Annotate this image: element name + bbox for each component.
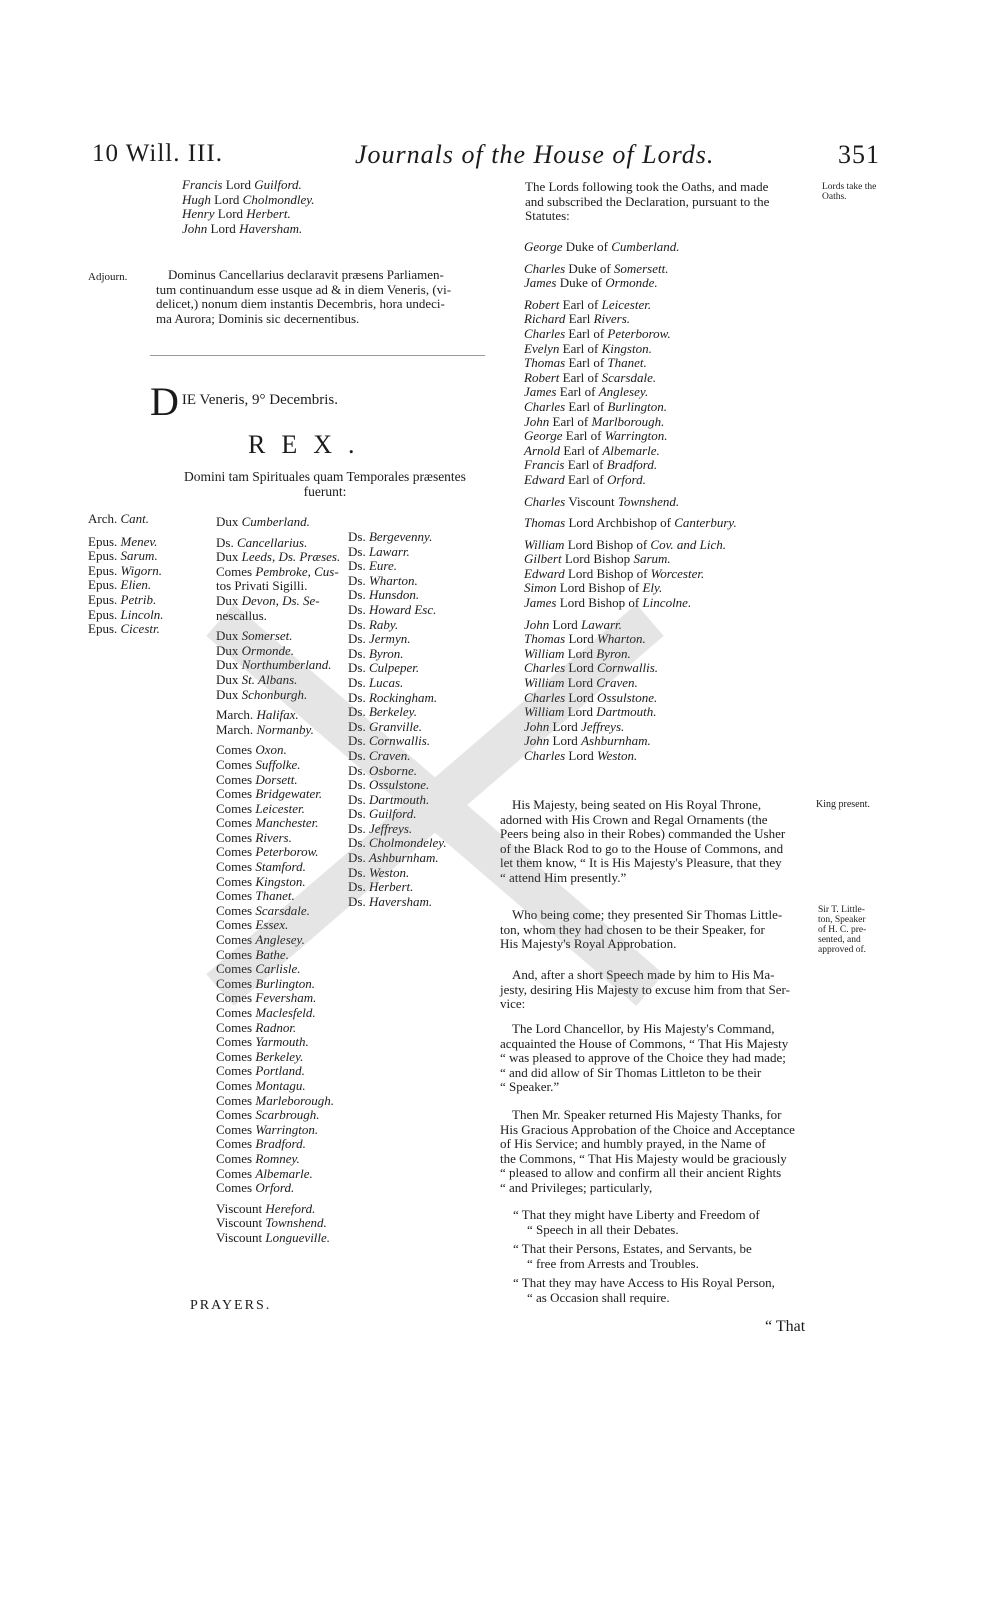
list-item: “ That they may have Access to His Royal Person, “ as Occasion shall require. — [513, 1275, 775, 1305]
baron-entry: Ds. Culpeper. — [348, 660, 420, 676]
oath-entry: George Earl of Warrington. — [524, 428, 668, 444]
lord-entry: Comes Kingston. — [216, 873, 306, 889]
header-page-number: 351 — [838, 140, 880, 169]
bishop-entry: Epus. Elien. — [88, 577, 152, 593]
oath-entry: Edward Earl of Orford. — [524, 471, 646, 487]
lord-entry: Comes Feversham. — [216, 990, 317, 1006]
bishop-entry: Arch. Cant. — [88, 511, 150, 526]
baron-entry: Ds. Howard Esc. — [348, 601, 437, 617]
lord-entry: Comes Pembroke, Cus- — [216, 563, 339, 579]
oath-entry: Richard Earl Rivers. — [524, 311, 631, 327]
baron-entry: Ds. Guilford. — [348, 806, 417, 822]
oath-entry: James Earl of Anglesey. — [524, 384, 649, 400]
lord-entry: Comes Stamford. — [216, 859, 306, 875]
oath-entry: George Duke of Cumberland. — [524, 239, 680, 254]
baron-entry: Ds. Dartmouth. — [348, 791, 430, 807]
lord-entry: Dux Northumberland. — [216, 657, 332, 673]
oath-entry: Thomas Lord Archbishop of Canterbury. — [524, 515, 737, 531]
lord-entry: Comes Albemarle. — [216, 1165, 313, 1181]
lord-entry: Comes Marleborough. — [216, 1092, 334, 1108]
lords-list-barons — [348, 530, 447, 909]
lord-entry: Comes Essex. — [216, 917, 289, 933]
lord-entry: Comes Scarsdale. — [216, 902, 310, 918]
bishop-entry: Epus. Wigorn. — [88, 562, 163, 578]
lord-entry: March. Halifax. — [216, 707, 299, 723]
baron-entry: Ds. Lawarr. — [348, 543, 410, 559]
oath-group — [524, 298, 737, 488]
privileges-list — [513, 1208, 813, 1306]
lord-entry: Comes Rivers. — [216, 829, 292, 845]
lord-entry: Comes Dorsett. — [216, 771, 298, 787]
oath-entry: Charles Earl of Burlington. — [524, 398, 667, 414]
baron-entry: Ds. Granville. — [348, 718, 423, 734]
lord-entry: Comes Berkeley. — [216, 1048, 304, 1064]
oath-entry: John Earl of Marlborough. — [524, 413, 665, 429]
prayers-heading: PRAYERS. — [190, 1298, 272, 1313]
lord-entry: Dux Schonburgh. — [216, 686, 308, 702]
top-names-list — [182, 178, 315, 236]
oath-entry: John Lord Ashburnham. — [524, 733, 651, 749]
baron-entry: Ds. Lucas. — [348, 674, 404, 690]
lord-entry: Comes Carlisle. — [216, 961, 301, 977]
oath-entry: Thomas Lord Wharton. — [524, 631, 646, 647]
lord-entry: Dux Somerset. — [216, 628, 293, 644]
lord-entry: Comes Warrington. — [216, 1121, 319, 1137]
baron-entry: Ds. Jeffreys. — [348, 820, 413, 836]
lord-entry: Comes Bathe. — [216, 946, 289, 962]
baron-entry: Ds. Cornwallis. — [348, 733, 430, 749]
baron-entry: Ds. Craven. — [348, 747, 411, 763]
baron-entry: Ds. Hunsdon. — [348, 587, 420, 603]
lord-entry: Dux Devon, Ds. Se- — [216, 592, 320, 608]
oath-group — [524, 516, 737, 531]
list-item: Henry Lord Herbert. — [182, 206, 291, 222]
section-rule — [150, 355, 485, 356]
baron-entry: Ds. Haversham. — [348, 893, 433, 909]
oath-entry: Charles Lord Ossulstone. — [524, 689, 658, 705]
lord-entry: Ds. Cancellarius. — [216, 534, 308, 550]
oath-entry: Gilbert Lord Bishop Sarum. — [524, 551, 671, 567]
baron-entry: Ds. Wharton. — [348, 572, 418, 588]
rex-heading: REX. — [248, 430, 371, 459]
list-item: Francis Lord Guilford. — [182, 177, 302, 192]
oath-entry: John Lord Jeffreys. — [524, 718, 625, 734]
oath-group — [524, 495, 737, 510]
list-item: Hugh Lord Cholmondley. — [182, 191, 315, 207]
lord-entry: Comes Oxon. — [216, 742, 287, 758]
lord-entry: Comes Bridgewater. — [216, 786, 323, 802]
lord-entry: Comes Burlington. — [216, 975, 315, 991]
baron-entry: Ds. Ashburnham. — [348, 850, 439, 866]
oaths-list — [524, 240, 737, 771]
lord-entry: Comes Scarbrough. — [216, 1107, 320, 1123]
lord-entry: Dux Ormonde. — [216, 642, 294, 658]
baron-entry: Ds. Byron. — [348, 645, 404, 661]
oath-entry: William Lord Dartmouth. — [524, 704, 657, 720]
baron-entry: Ds. Cholmondeley. — [348, 835, 447, 851]
oath-entry: James Lord Bishop of Lincolne. — [524, 595, 692, 611]
margin-note-speaker: Sir T. Little- ton, Speaker of H. C. pre- sented, and approved of. — [818, 905, 867, 955]
bishop-entry: Epus. Sarum. — [88, 548, 158, 564]
bishop-entry: Epus. Petrib. — [88, 591, 157, 607]
baron-entry: Ds. Ossulstone. — [348, 777, 430, 793]
lord-entry: Comes Leicester. — [216, 800, 305, 816]
oath-entry: Evelyn Earl of Kingston. — [524, 340, 652, 356]
baron-entry: Ds. Eure. — [348, 558, 397, 574]
header-regnal-year: 10 Will. III. — [92, 140, 223, 167]
lord-entry: Comes Orford. — [216, 1180, 295, 1196]
margin-note-adjourn: Adjourn. — [88, 271, 128, 283]
lord-entry: Viscount Hereford. — [216, 1200, 316, 1216]
oath-entry: Robert Earl of Leicester. — [524, 296, 652, 312]
baron-entry: Ds. Herbert. — [348, 879, 414, 895]
oath-entry: William Lord Bishop of Cov. and Lich. — [524, 536, 726, 552]
oath-entry: Francis Earl of Bradford. — [524, 457, 658, 473]
oath-entry: Arnold Earl of Albemarle. — [524, 442, 660, 458]
baron-entry: Ds. Bergevenny. — [348, 529, 433, 544]
lord-entry: Comes Radnor. — [216, 1019, 297, 1035]
list-item: John Lord Haversham. — [182, 220, 303, 236]
lord-entry: Viscount Longueville. — [216, 1229, 331, 1245]
oath-entry: Thomas Earl of Thanet. — [524, 355, 647, 371]
list-item: “ That their Persons, Estates, and Servants, be “ free from Arrests and Troubles. — [513, 1241, 752, 1271]
oath-entry: James Duke of Ormonde. — [524, 275, 658, 291]
list-item: “ That they might have Liberty and Freedom of “ Speech in all their Debates. — [513, 1207, 760, 1237]
oath-entry: Charles Lord Weston. — [524, 748, 638, 763]
lord-entry: Dux St. Albans. — [216, 671, 298, 687]
lord-entry: Comes Anglesey. — [216, 932, 305, 948]
drop-cap: D — [150, 379, 179, 424]
domini-heading: Domini tam Spirituales quam Temporales præsentes fuerunt: — [184, 469, 466, 499]
catchword: “ That — [765, 1318, 806, 1335]
oaths-intro: The Lords following took the Oaths, and made and subscribed the Declaration, pursuant to the Statutes: — [525, 179, 770, 224]
bishop-entry: Epus. Cicestr. — [88, 621, 160, 637]
lord-entry: Comes Peterborow. — [216, 844, 319, 860]
lord-entry: Comes Romney. — [216, 1150, 300, 1166]
die-heading: D IE Veneris, 9° Decembris. — [150, 379, 338, 424]
lord-entry: Comes Yarmouth. — [216, 1034, 309, 1050]
lord-entry: Comes Portland. — [216, 1063, 305, 1079]
oath-entry: Simon Lord Bishop of Ely. — [524, 580, 663, 596]
baron-entry: Ds. Rockingham. — [348, 689, 438, 705]
baron-entry: Ds. Osborne. — [348, 762, 417, 778]
oath-entry: William Lord Byron. — [524, 645, 631, 661]
oath-group — [524, 262, 737, 291]
bishop-entry: Epus. Lincoln. — [88, 606, 164, 622]
header-title: Journals of the House of Lords. — [355, 140, 715, 169]
margin-note-oaths: Lords take the Oaths. — [822, 182, 877, 202]
oath-entry: Robert Earl of Scarsdale. — [524, 369, 657, 385]
bishop-entry: Epus. Menev. — [88, 533, 158, 549]
king-present-paragraph: His Majesty, being seated on His Royal Throne, adorned with His Crown and Regal Ornaments (the Peers being also in their Robes) commanded the Usher of the Black Rod to go to the House of Commons, and let them know, “ It is His Majesty's Pleasure, that they “ attend Him presently.” — [500, 797, 786, 885]
oath-group — [524, 618, 737, 764]
oath-entry: William Lord Craven. — [524, 675, 638, 691]
bishops-list — [88, 512, 163, 637]
oath-entry: Charles Lord Cornwallis. — [524, 660, 658, 676]
lord-entry: Comes Thanet. — [216, 888, 295, 904]
chancellor-paragraph: The Lord Chancellor, by His Majesty's Command, acquainted the House of Commons, “ That His Majesty “ was pleased to approve of the Choice they had made; “ and did allow of Sir Thomas Littleton to be their “ Speaker.” — [500, 1021, 789, 1095]
lord-entry: Dux Cumberland. — [216, 514, 310, 529]
oath-entry: John Lord Lawarr. — [524, 616, 622, 632]
oath-group — [524, 538, 737, 611]
baron-entry: Ds. Raby. — [348, 616, 399, 632]
lord-entry: Comes Maclesfeld. — [216, 1005, 316, 1020]
oath-entry: Charles Duke of Somersett. — [524, 260, 669, 276]
speech-paragraph: And, after a short Speech made by him to His Ma- jesty, desiring His Majesty to excuse him from that Ser- vice: — [500, 967, 790, 1012]
margin-note-king-present: King present. — [816, 799, 870, 810]
lords-list-center — [216, 515, 340, 1246]
oath-group — [524, 240, 737, 255]
oath-entry: Charles Earl of Peterborow. — [524, 325, 671, 341]
lord-entry: Comes Bradford. — [216, 1136, 306, 1152]
oath-entry: Charles Viscount Townshend. — [524, 493, 680, 509]
baron-entry: Ds. Weston. — [348, 864, 410, 880]
oath-entry: Edward Lord Bishop of Worcester. — [524, 565, 705, 581]
lord-entry: tos Privati Sigilli. — [216, 578, 308, 594]
lord-entry: March. Normanby. — [216, 721, 314, 737]
thanks-paragraph: Then Mr. Speaker returned His Majesty Thanks, for His Gracious Approbation of the Choice and Acceptance of His Service; and humbly prayed, in the Name of the Commons, “ That His Majesty would be graciously “ pleased to allow and confirm all their ancient Rights “ and Privileges; particularly, — [500, 1107, 795, 1195]
lord-entry: Comes Suffolke. — [216, 756, 301, 772]
lord-entry: Comes Manchester. — [216, 815, 319, 831]
baron-entry: Ds. Jermyn. — [348, 631, 411, 647]
speaker-paragraph: Who being come; they presented Sir Thomas Little- ton, whom they had chosen to be their Speaker, for His Majesty's Royal Approbation. — [500, 907, 783, 952]
lord-entry: nescallus. — [216, 607, 267, 623]
lord-entry: Viscount Townshend. — [216, 1215, 327, 1231]
lord-entry: Comes Montagu. — [216, 1077, 306, 1093]
baron-entry: Ds. Berkeley. — [348, 704, 417, 720]
adjourn-paragraph: Dominus Cancellarius declaravit præsens Parliamen- tum continuandum esse usque ad & in diem Veneris, (vi- delicet,) nonum diem instantis Decembris, hora undeci- ma Aurora; Dominis sic decernentibus. — [156, 267, 452, 326]
lord-entry: Dux Leeds, Ds. Præses. — [216, 549, 341, 565]
